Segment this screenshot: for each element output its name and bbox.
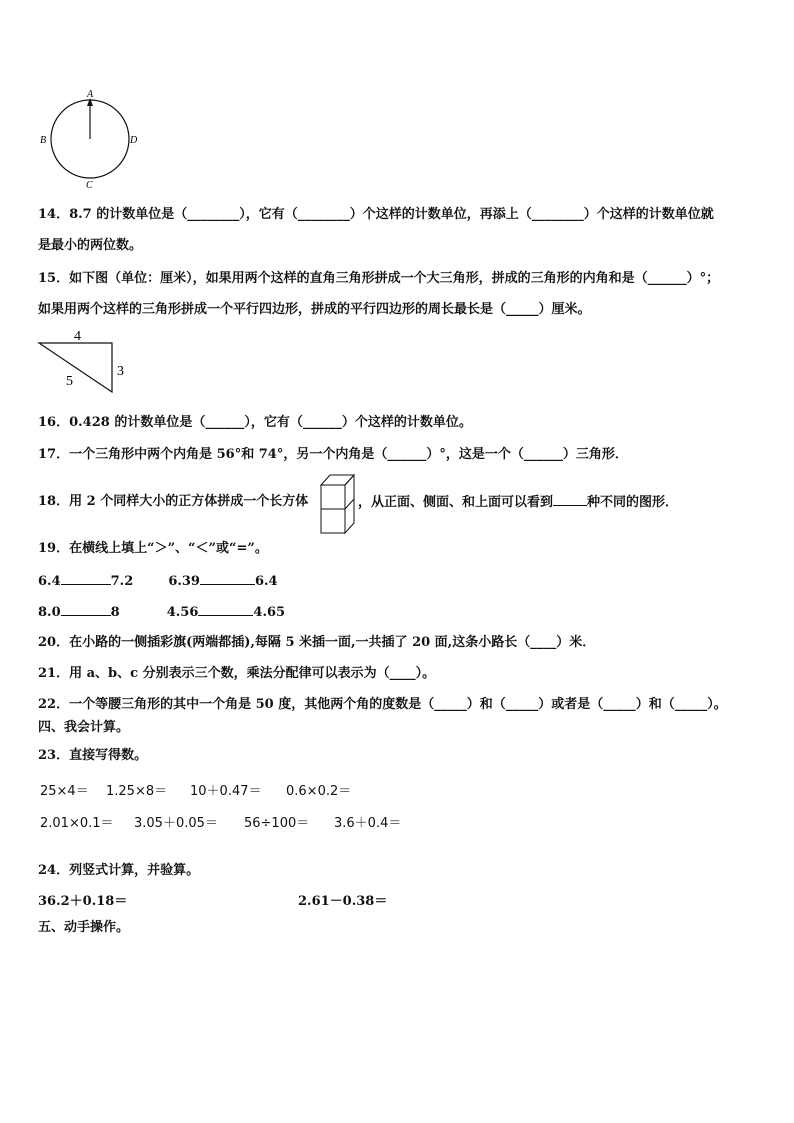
cuboid-divider-side [345, 499, 354, 509]
compare-value: 6.39 [168, 574, 200, 589]
calc-item: 3.05＋0.05＝ [134, 816, 218, 831]
question-15-line1: 15．如下图（单位：厘米），如果用两个这样的直角三角形拼成一个大三角形，拼成的三角形的内角和是（______）°； [38, 271, 720, 286]
answer-blank[interactable] [553, 493, 587, 506]
calc-item: 1.25×8＝ [106, 784, 168, 799]
compare-blank[interactable] [198, 603, 253, 616]
right-triangle [39, 343, 112, 392]
question-15-line2: 如果用两个这样的三角形拼成一个平行四边形，拼成的平行四边形的周长最长是（_____）厘米。 [38, 302, 591, 317]
compare-blank[interactable] [61, 603, 111, 616]
calc-item: 10＋0.47＝ [190, 784, 262, 799]
label-a: A [87, 89, 94, 100]
side-right-label: 3 [117, 364, 124, 379]
compare-value: 4.56 [166, 605, 199, 620]
question-18-text: 18．用 2 个同样大小的正方体拼成一个长方体 [38, 494, 309, 509]
question-17: 17．一个三角形中两个内角是 56°和 74°，另一个内角是（______）°，这是一个（______）三角形． [38, 447, 628, 462]
circle-figure [36, 86, 146, 192]
calc-item: 3.6＋0.4＝ [334, 816, 402, 831]
compare-row-1 [38, 572, 278, 591]
label-d: D [130, 135, 138, 146]
question-18-after: ，从正面、侧面、和上面可以看到 [358, 495, 554, 510]
question-22: 22．一个等腰三角形的其中一个角是 50 度，其他两个角的度数是（_____）和（_____）或者是（_____）和（_____）。 [38, 697, 727, 712]
question-23-title: 23．直接写得数。 [38, 748, 148, 763]
vertical-calc-right: 2.61－0.38＝ [298, 894, 388, 909]
vertical-calc-left: 36.2＋0.18＝ [38, 894, 128, 909]
question-14-line2: 是最小的两位数。 [38, 238, 143, 253]
question-14-line1: 14．8.7 的计数单位是（________），它有（________）个这样的计数单位，再添上（________）个这样的计数单位就 [38, 207, 714, 222]
cuboid-figure [320, 473, 356, 535]
question-16: 16．0.428 的计数单位是（______），它有（______）个这样的计数单位。 [38, 415, 472, 430]
label-b: B [40, 135, 47, 146]
calc-item: 2.01×0.1＝ [40, 816, 114, 831]
question-21: 21．用 a、b、c 分别表示三个数，乘法分配律可以表示为（____）。 [38, 666, 436, 681]
question-18-tail [358, 493, 678, 512]
compare-value: 6.4 [254, 574, 278, 589]
triangle-figure [34, 326, 134, 396]
section-5-heading: 五、动手操作。 [38, 920, 130, 935]
compare-blank[interactable] [61, 572, 111, 585]
compare-value: 8 [110, 605, 120, 620]
compare-value: 4.65 [253, 605, 286, 620]
question-19-title: 19．在横线上填上“＞”、“＜”或“=”。 [38, 541, 268, 556]
label-c: C [86, 180, 93, 191]
compare-value: 8.0 [38, 605, 61, 620]
question-20: 20．在小路的一侧插彩旗(两端都插),每隔 5 米插一面,一共插了 20 面,这条小路长（____）米． [38, 635, 596, 650]
hypotenuse-label: 5 [66, 374, 73, 389]
compare-value: 7.2 [110, 574, 134, 589]
calc-item: 0.6×0.2＝ [286, 784, 352, 799]
calc-item: 56÷100＝ [244, 816, 310, 831]
question-18-after2: 种不同的图形． [587, 495, 679, 510]
question-24-title: 24．列竖式计算，并验算。 [38, 863, 200, 878]
calc-item: 25×4＝ [40, 784, 89, 799]
compare-row-2 [38, 603, 285, 622]
side-top-label: 4 [74, 329, 81, 344]
section-4-heading: 四、我会计算。 [38, 720, 130, 735]
compare-value: 6.4 [38, 574, 61, 589]
compare-blank[interactable] [200, 572, 255, 585]
